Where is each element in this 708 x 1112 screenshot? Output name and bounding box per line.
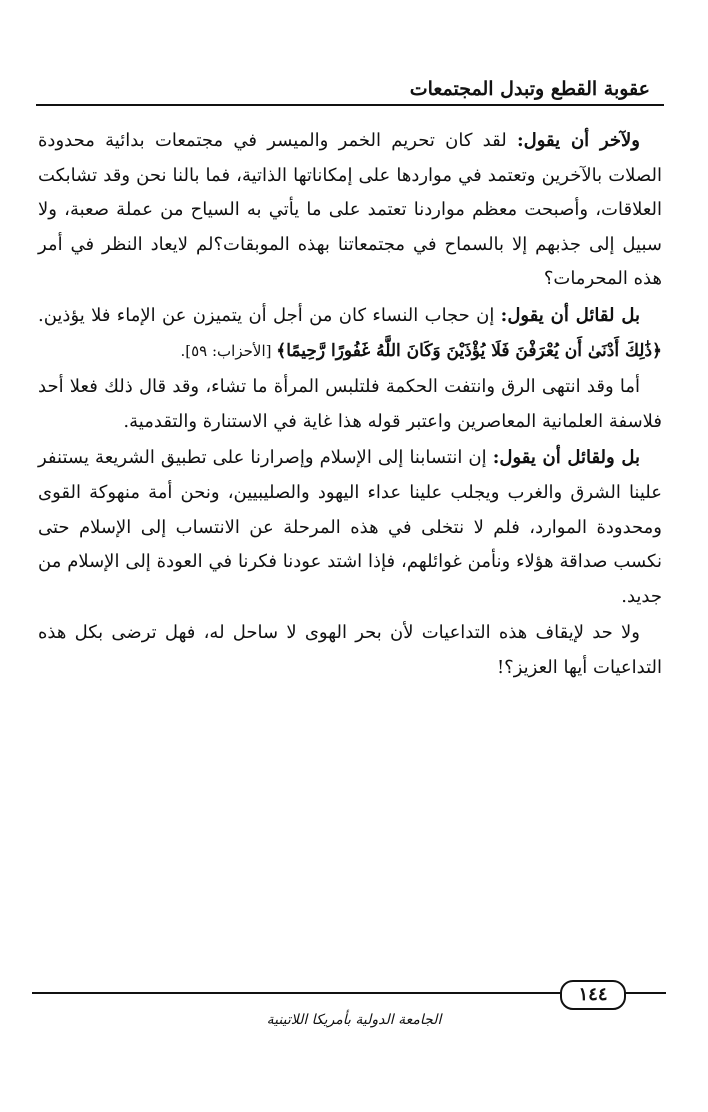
paragraph-1 [38,124,662,297]
paragraph-lead: بل لقائل أن يقول: [500,304,641,326]
paragraph-text: إن انتسابنا إلى الإسلام وإصرارنا على تطبيق الشريعة يستنفر علينا الشرق والغرب ويجلب علينا عداء اليهود والصليبيين، ونحن أمة منهوكة القوى ومحدودة الموارد، فلم لا نتخلى في هذه المرحلة عن الانتساب إلى الإسلام حتى نكسب صداقة هؤلاء ونأمن غوائلهم، فإذا اشتد عودنا فكرنا في العودة إلى الإسلام من جديد. [38,447,662,607]
paragraph-text: لقد كان تحريم الخمر والميسر في مجتمعات بدائية محدودة الصلات بالآخرين وتعتمد في مواردها على إمكاناتها الذاتية، فما بالنا نحن وقد تشابكت العلاقات، وأصبحت معظم مواردنا تعتمد على ما يأتي به السياح من عملة صعبة، ولا سبيل إلى جذبهم إلا بالسماح في مجتمعاتنا بهذه الموبقات؟لم لايعاد النظر في أمر هذه المحرمات؟ [38,130,662,290]
header-divider [36,104,664,106]
footer-publisher: الجامعة الدولية بأمريكا اللاتينية [266,1012,442,1028]
paragraph-text: أما وقد انتهى الرق وانتفت الحكمة فلتلبس المرأة ما تشاء، وقد قال ذلك فعلا أحد فلاسفة العلمانية المعاصرين واعتبر قوله هذا غاية في الاستنارة والتقدمية. [38,376,662,432]
verse-reference: [الأحزاب: ٥٩]. [180,341,277,360]
quran-verse: ﴿ذَٰلِكَ أَدْنَىٰ أَن يُعْرَفْنَ فَلَا يُؤْذَيْنَ وَكَانَ اللَّهُ غَفُورًا رَّحِيمًا﴾ [276,340,662,361]
paragraph-5 [38,616,662,685]
page-number-badge: ١٤٤ [560,980,626,1010]
page-body [38,124,662,688]
paragraph-lead: ولآخر أن يقول: [516,130,640,151]
paragraph-text: ولا حد لإيقاف هذه التداعيات لأن بحر الهوى لا ساحل له، فهل ترضى بكل هذه التداعيات أيها العزيز؟! [38,622,662,678]
paragraph-lead: بل ولقائل أن يقول: [492,447,640,469]
paragraph-4 [38,441,662,614]
paragraph-text: إن حجاب النساء كان من أجل أن يتميزن عن الإماء فلا يؤذين. [38,304,501,326]
paragraph-2 [38,299,662,368]
running-header-title: عقوبة القطع وتبدل المجتمعات [409,78,650,100]
paragraph-3 [38,370,662,439]
